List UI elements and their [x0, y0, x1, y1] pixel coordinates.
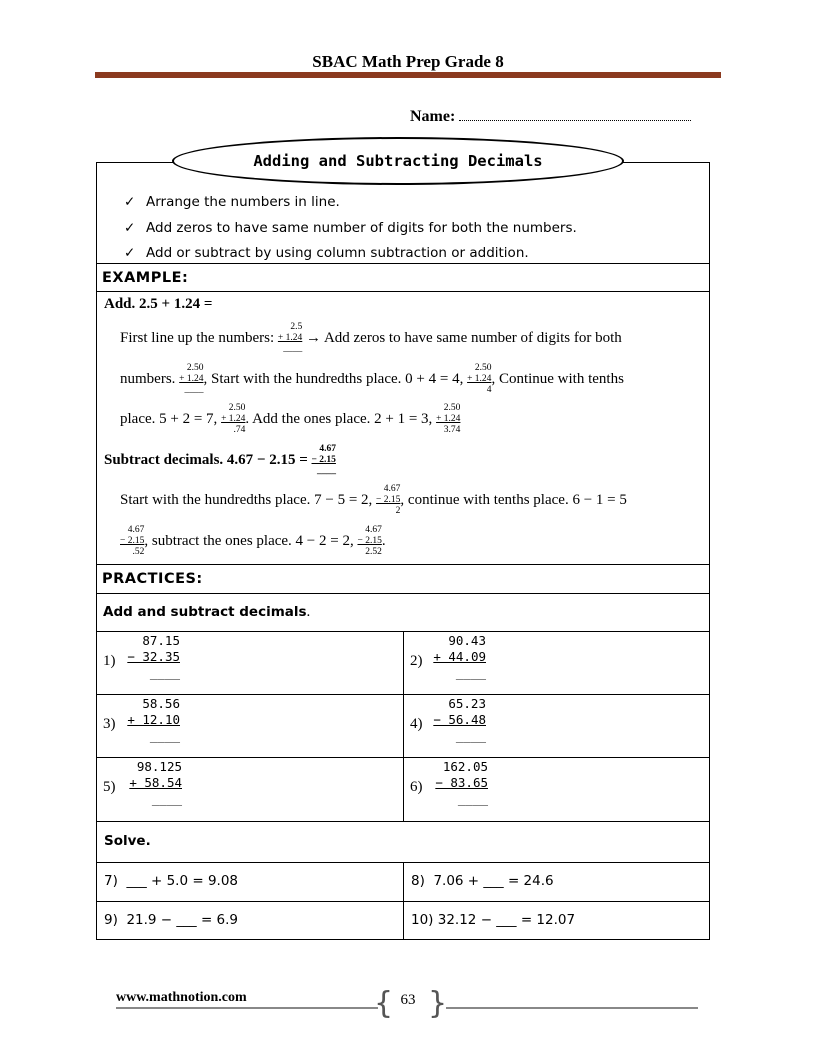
divider [96, 263, 710, 264]
example-line: 4.67 − 2.15 .52, subtract the ones place. 4 − 2 = 2, 4.67 − 2.15 2.52. [120, 525, 386, 557]
solve-problem-9: 9) 21.9 − ___ = 6.9 [104, 912, 239, 928]
page-number: 63 [400, 992, 416, 1008]
stacked-difference: 4.67 − 2.15 2.52 [357, 525, 382, 557]
stacked-sum: 2.50 + 1.24 ____ [179, 363, 204, 395]
stacked-sum: 2.50 + 1.24 3.74 [436, 403, 461, 435]
stacked-difference: 4.67 − 2.15 ____ [311, 444, 336, 476]
example-heading: EXAMPLE: [102, 270, 189, 286]
solve-problem-7: 7) ___ + 5.0 = 9.08 [104, 873, 239, 889]
tip-item: ✓ Arrange the numbers in line. [124, 190, 577, 216]
column-divider [403, 631, 404, 821]
brace-right-icon: } [428, 986, 448, 1021]
tip-item: ✓ Add or subtract by using column subtraction or addition. [124, 241, 577, 267]
example-line: numbers. 2.50 + 1.24 ____, Start with the hundredths place. 0 + 4 = 4, 2.50 + 1.24 4, Continue with tenths [120, 363, 624, 395]
solve-problem-8: 8) 7.06 + ___ = 24.6 [411, 873, 554, 889]
check-icon: ✓ [124, 194, 136, 210]
stacked-sum: 2.5 + 1.24 ____ [277, 322, 303, 354]
name-label: Name: [410, 108, 456, 125]
practices-heading: PRACTICES: [102, 571, 203, 587]
footer-url: www.mathnotion.com [116, 990, 247, 1005]
example-line: place. 5 + 2 = 7, 2.50 + 1.24 .74. Add the ones place. 2 + 1 = 3, 2.50 + 1.24 3.74 [120, 403, 461, 435]
example-add-prompt: Add. 2.5 + 1.24 = [104, 296, 213, 312]
divider [96, 593, 710, 594]
check-icon: ✓ [124, 245, 136, 261]
section-title: Adding and Subtracting Decimals [172, 137, 624, 185]
check-icon: ✓ [124, 219, 136, 236]
practice-instruction: Add and subtract decimals. [103, 604, 311, 620]
stacked-sum: 2.50 + 1.24 4 [467, 363, 492, 395]
divider [96, 564, 710, 565]
row-divider [96, 821, 710, 822]
stacked-difference: 4.67 − 2.15 .52 [120, 525, 145, 557]
page-header-title: SBAC Math Prep Grade 8 [312, 52, 504, 71]
footer-rule-left [116, 1007, 378, 1009]
footer-rule-right [446, 1007, 698, 1009]
solve-problem-10: 10) 32.12 − ___ = 12.07 [411, 912, 576, 928]
example-line: Start with the hundredths place. 7 − 5 = 2, 4.67 − 2.15 2, continue with tenths place. 6 − 1 = 5 [120, 484, 627, 516]
stacked-difference: 4.67 − 2.15 2 [376, 484, 401, 516]
name-blank [459, 108, 691, 121]
header-divider [95, 72, 721, 78]
name-field [410, 108, 691, 126]
divider [96, 291, 710, 292]
tip-item: ✓ Add zeros to have same number of digits for both the numbers. [124, 216, 577, 242]
row-divider [96, 694, 710, 695]
brace-left-icon: { [374, 986, 394, 1021]
example-sub-prompt: Subtract decimals. 4.67 − 2.15 = [104, 451, 308, 468]
example-line: First line up the numbers: 2.5 + 1.24 ____ → Add zeros to have same number of digits for both [120, 322, 622, 354]
stacked-sum: 2.50 + 1.24 .74 [221, 403, 246, 435]
solve-heading: Solve. [104, 833, 151, 849]
tips-list [124, 190, 577, 267]
row-divider [96, 757, 710, 758]
column-divider [403, 862, 404, 940]
example-line [104, 444, 336, 477]
